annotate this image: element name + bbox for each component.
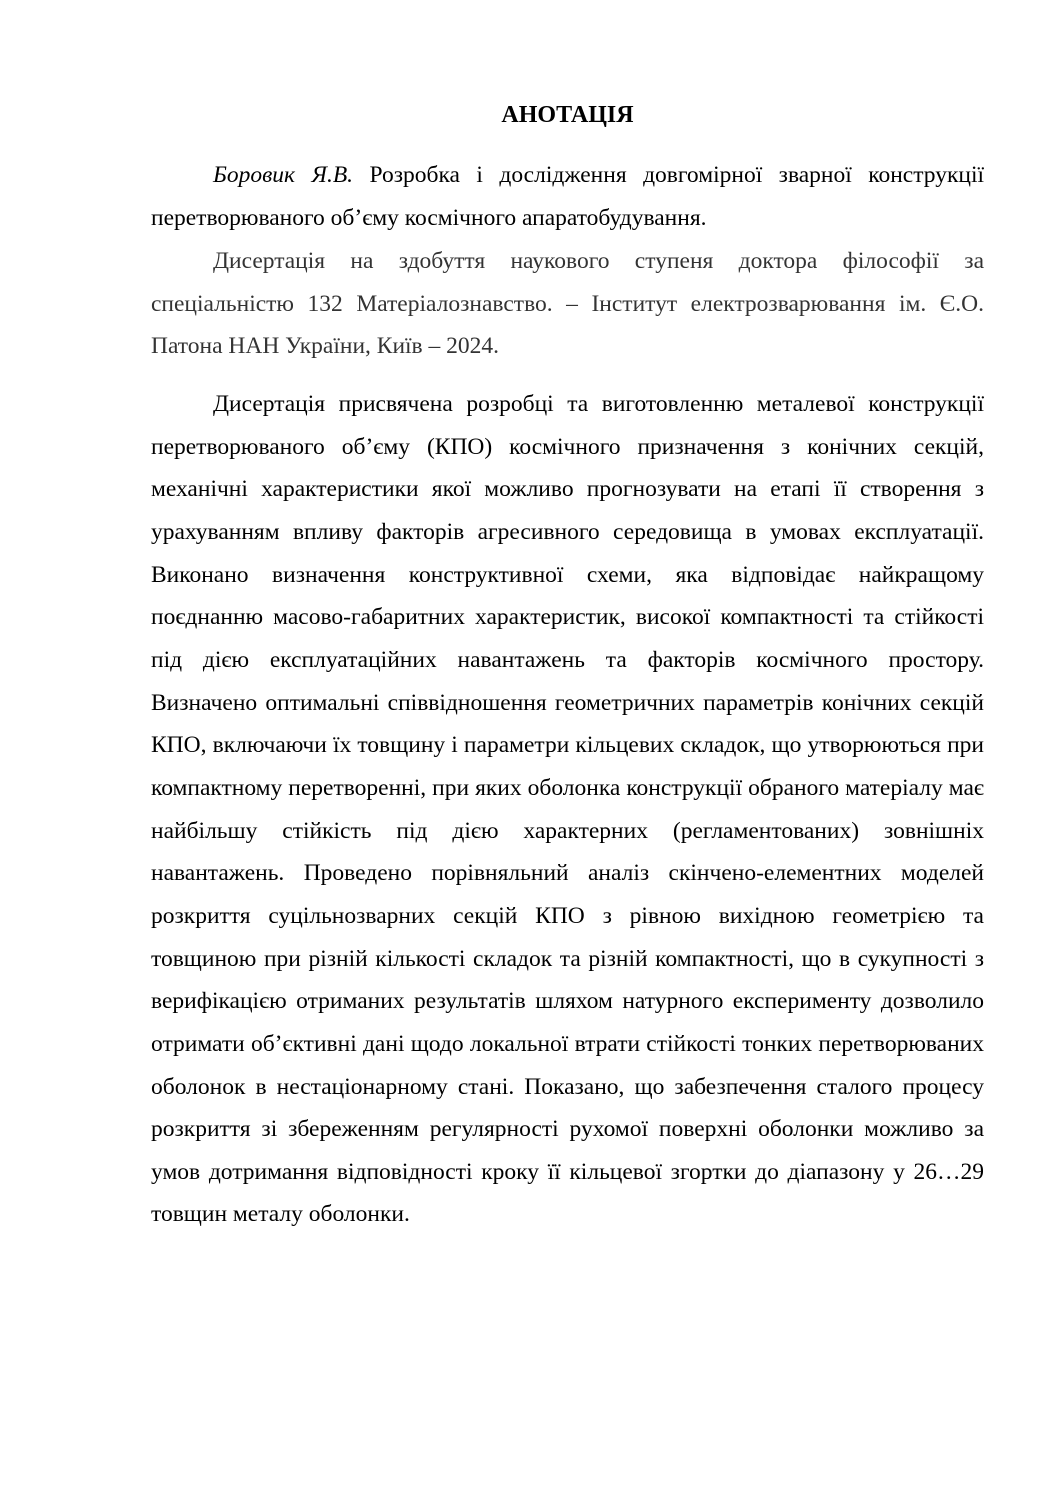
author-name: Боровик Я.В. <box>213 162 354 188</box>
work-title: Розробка і дослідження довгомірної зварної конструкції перетворюваного об’єму космічного апаратобудування. <box>151 162 985 231</box>
page-title: АНОТАЦІЯ <box>501 102 634 128</box>
abstract-paragraph: Дисертація присвячена розробці та виготовленню металевої конструкції перетворюваного об’єму (КПО) космічного призначення з конічних секцій, механічні характеристики якої можливо прогнозувати на етапі її створення з урахуванням впливу факторів агресивного середовища в умовах експлуатації. Виконано визначення конструктивної схеми, яка відповідає найкращому поєднанню масово-габаритних характеристик, високої компактності та стійкості під дією експлуатаційних навантажень та факторів космічного простору. Визначено оптимальні співвідношення геометричних параметрів конічних секцій КПО, включаючи їх товщину і параметри кільцевих складок, що утворюються при компактному перетворенні, при яких оболонка конструкції обраного матеріалу має найбільшу стійкість під дією характерних (регламентованих) зовнішніх навантажень. Проведено порівняльний аналіз скінчено-елементних моделей розкриття суцільнозварних секцій КПО з рівною вихідною геометрією та товщиною при різній кількості складок та різній компактності, що в сукупності з верифікацією отриманих результатів шляхом натурного експерименту дозволило отримати об’єктивні дані щодо локальної втрати стійкості тонких перетворюваних оболонок в нестаціонарному стані. Показано, що забезпечення сталого процесу розкриття зі збереженням регулярності рухомої поверхні оболонки можливо за умов дотримання відповідності кроку її кільцевої згортки до діапазону у 26…29 товщин металу оболонки. <box>151 391 984 1228</box>
bibliographic-reference <box>151 154 984 239</box>
dissertation-info: Дисертація на здобуття наукового ступеня доктора філософії за спеціальністю 132 Матеріалознавство. – Інститут електрозварювання ім. Є.О. Патона НАН України, Київ – 2024. <box>151 248 984 359</box>
